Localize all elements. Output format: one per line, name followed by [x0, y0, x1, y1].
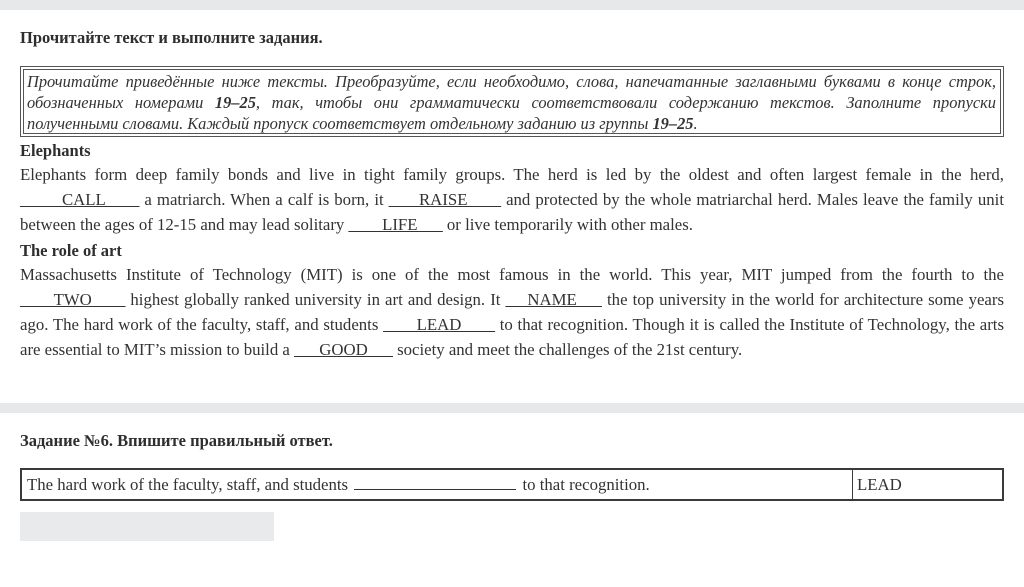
text-segment: Massachusetts Institute of Technology (MIT) is one of the most famous in the world. This year, MIT jumped from the fourth to the — [20, 265, 1004, 284]
text-segment: or live temporarily with other males. — [442, 215, 693, 234]
text-body-elephants — [20, 162, 1004, 237]
gap-raise: ___ RAISE____ — [388, 190, 502, 209]
question-text-after: to that recognition. — [518, 475, 650, 494]
question-text-before: The hard work of the faculty, staff, and students — [27, 475, 353, 494]
task-word: LEAD — [857, 475, 902, 494]
text-title-art: The role of art — [20, 241, 122, 260]
text-segment: Elephants form deep family bonds and live in tight family groups. The herd is led by the oldest and often largest female in the herd, — [20, 165, 1004, 184]
page-title: Прочитайте текст и выполните задания. — [20, 28, 323, 47]
task-row — [20, 468, 1004, 501]
text-body-art — [20, 262, 1004, 362]
gap-good: ___GOOD___ — [294, 340, 393, 359]
task-question — [22, 470, 853, 499]
gap-life: ____LIFE___ — [348, 215, 443, 234]
gap-name: __ NAME___ — [505, 290, 602, 309]
text-segment: a matriarch. When a calf is born, it — [139, 190, 389, 209]
task-title: Задание №6. Впишите правильный ответ. — [20, 431, 333, 450]
text-segment: to that recognition. Though it is called the Institute of Technology, the arts are essential to MIT’s mission to build a — [20, 315, 1004, 359]
text-segment: highest globally ranked university in art and design. It — [125, 290, 506, 309]
gap-lead: ____LEAD____ — [383, 315, 495, 334]
instructions-part3: . — [693, 114, 698, 133]
answer-input-placeholder[interactable] — [20, 512, 274, 541]
text-title-elephants: Elephants — [20, 141, 91, 160]
instructions-range1: 19–25 — [214, 93, 256, 112]
instructions-text — [23, 69, 1001, 134]
text-segment: society and meet the challenges of the 21st century. — [392, 340, 743, 359]
instructions-part2: , так, чтобы они грамматически соответствовали содержанию текстов. Заполните пропуски полученными словами. Каждый пропуск соответствует отдельному заданию из группы — [27, 93, 996, 133]
instructions-box — [20, 66, 1004, 137]
top-bar — [0, 0, 1024, 10]
section-divider — [0, 403, 1024, 413]
text-segment: the top university in the world for architecture some years ago. The hard work of the faculty, staff, and students — [20, 290, 1004, 334]
gap-call: _____CALL____ — [20, 190, 140, 209]
answer-blank — [354, 475, 516, 490]
text-segment: and protected by the whole matriarchal herd. Males leave the family unit between the ages of 12-15 and may lead solitary — [20, 190, 1004, 234]
instructions-part1: Прочитайте приведённые ниже тексты. Преобразуйте, если необходимо, слова, напечатанные заглавными буквами в конце строк, обозначенных номерами — [27, 72, 996, 112]
instructions-range2: 19–25 — [652, 114, 694, 133]
gap-two: ____TWO____ — [20, 290, 126, 309]
